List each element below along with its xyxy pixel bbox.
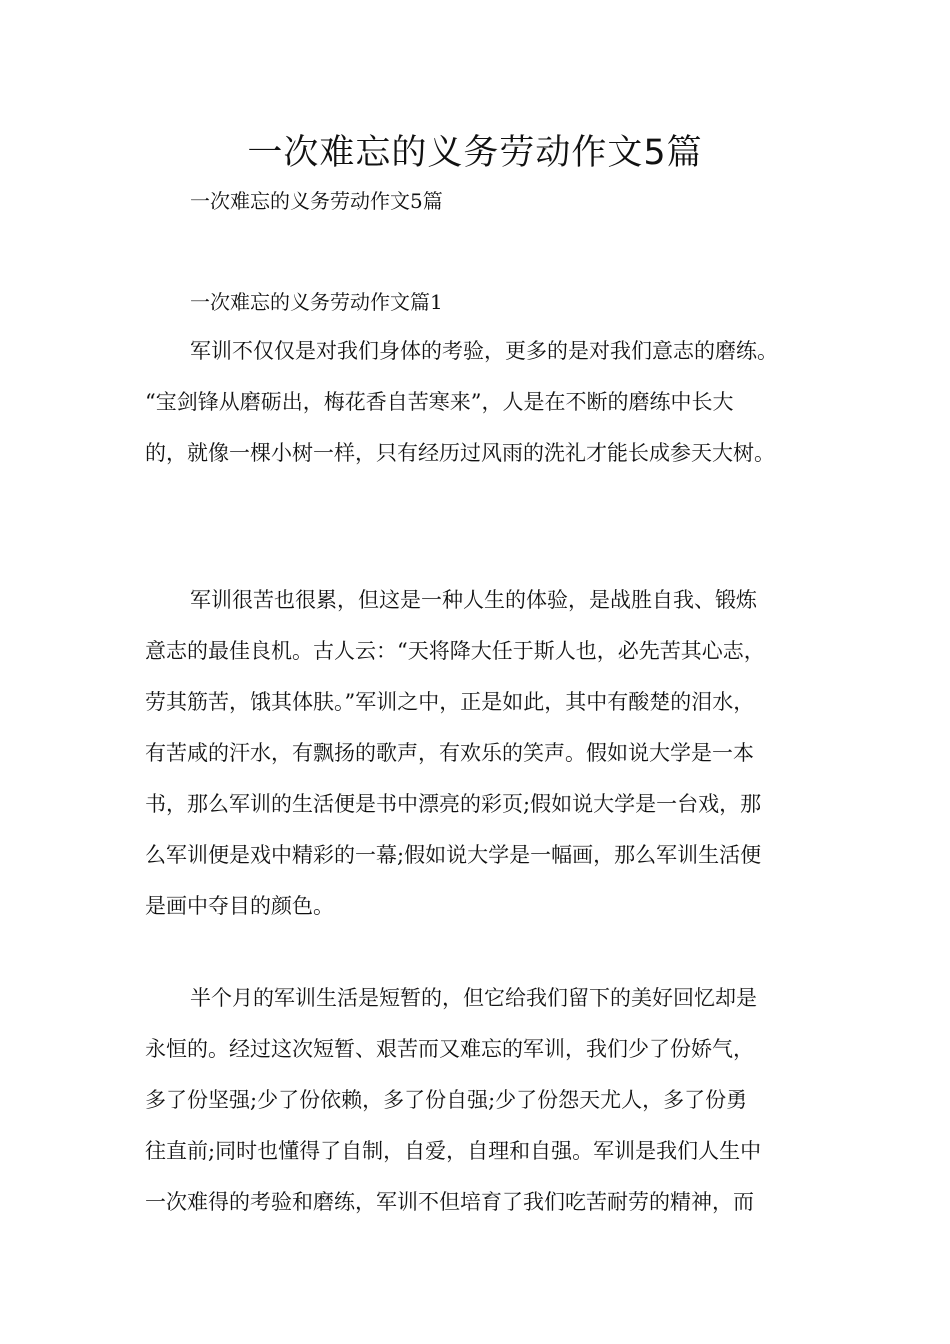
paragraph-line: 多了份坚强;少了份依赖，多了份自强;少了份怨天尤人，多了份勇: [145, 1088, 748, 1112]
paragraph-line: “宝剑锋从磨砺出，梅花香自苦寒来”，人是在不断的磨练中长大: [145, 390, 734, 414]
paragraph-line: 劳其筋苦，饿其体肤。”军训之中，正是如此，其中有酸楚的泪水，: [145, 690, 755, 714]
document-title: 一次难忘的义务劳动作文5篇: [247, 133, 703, 173]
paragraph-line: 半个月的军训生活是短暂的，但它给我们留下的美好回忆却是: [190, 986, 757, 1010]
paragraph-line: 的，就像一棵小树一样，只有经历过风雨的洗礼才能长成参天大树。: [145, 441, 775, 465]
paragraph-3: [145, 973, 825, 1228]
paragraph-line: 意志的最佳良机。古人云：“天将降大任于斯人也，必先苦其心志，: [145, 639, 765, 663]
paragraph-line: 是画中夺目的颜色。: [145, 894, 334, 918]
document-subtitle: 一次难忘的义务劳动作文5篇: [190, 189, 443, 213]
paragraph-2: [145, 575, 825, 932]
section-heading: 一次难忘的义务劳动作文篇1: [190, 290, 443, 314]
paragraph-line: 军训不仅仅是对我们身体的考验，更多的是对我们意志的磨练。: [190, 339, 778, 363]
paragraph-line: 永恒的。经过这次短暂、艰苦而又难忘的军训，我们少了份娇气，: [145, 1037, 754, 1061]
paragraph-line: 往直前;同时也懂得了自制，自爱，自理和自强。军训是我们人生中: [145, 1139, 762, 1163]
paragraph-line: 一次难得的考验和磨练，军训不但培育了我们吃苦耐劳的精神，而: [145, 1190, 754, 1214]
paragraph-line: 书，那么军训的生活便是书中漂亮的彩页;假如说大学是一台戏，那: [145, 792, 762, 816]
paragraph-1: [145, 326, 825, 479]
paragraph-line: 军训很苦也很累，但这是一种人生的体验，是战胜自我、锻炼: [190, 588, 757, 612]
paragraph-line: 么军训便是戏中精彩的一幕;假如说大学是一幅画，那么军训生活便: [145, 843, 762, 867]
paragraph-line: 有苦咸的汗水，有飘扬的歌声，有欢乐的笑声。假如说大学是一本: [145, 741, 754, 765]
